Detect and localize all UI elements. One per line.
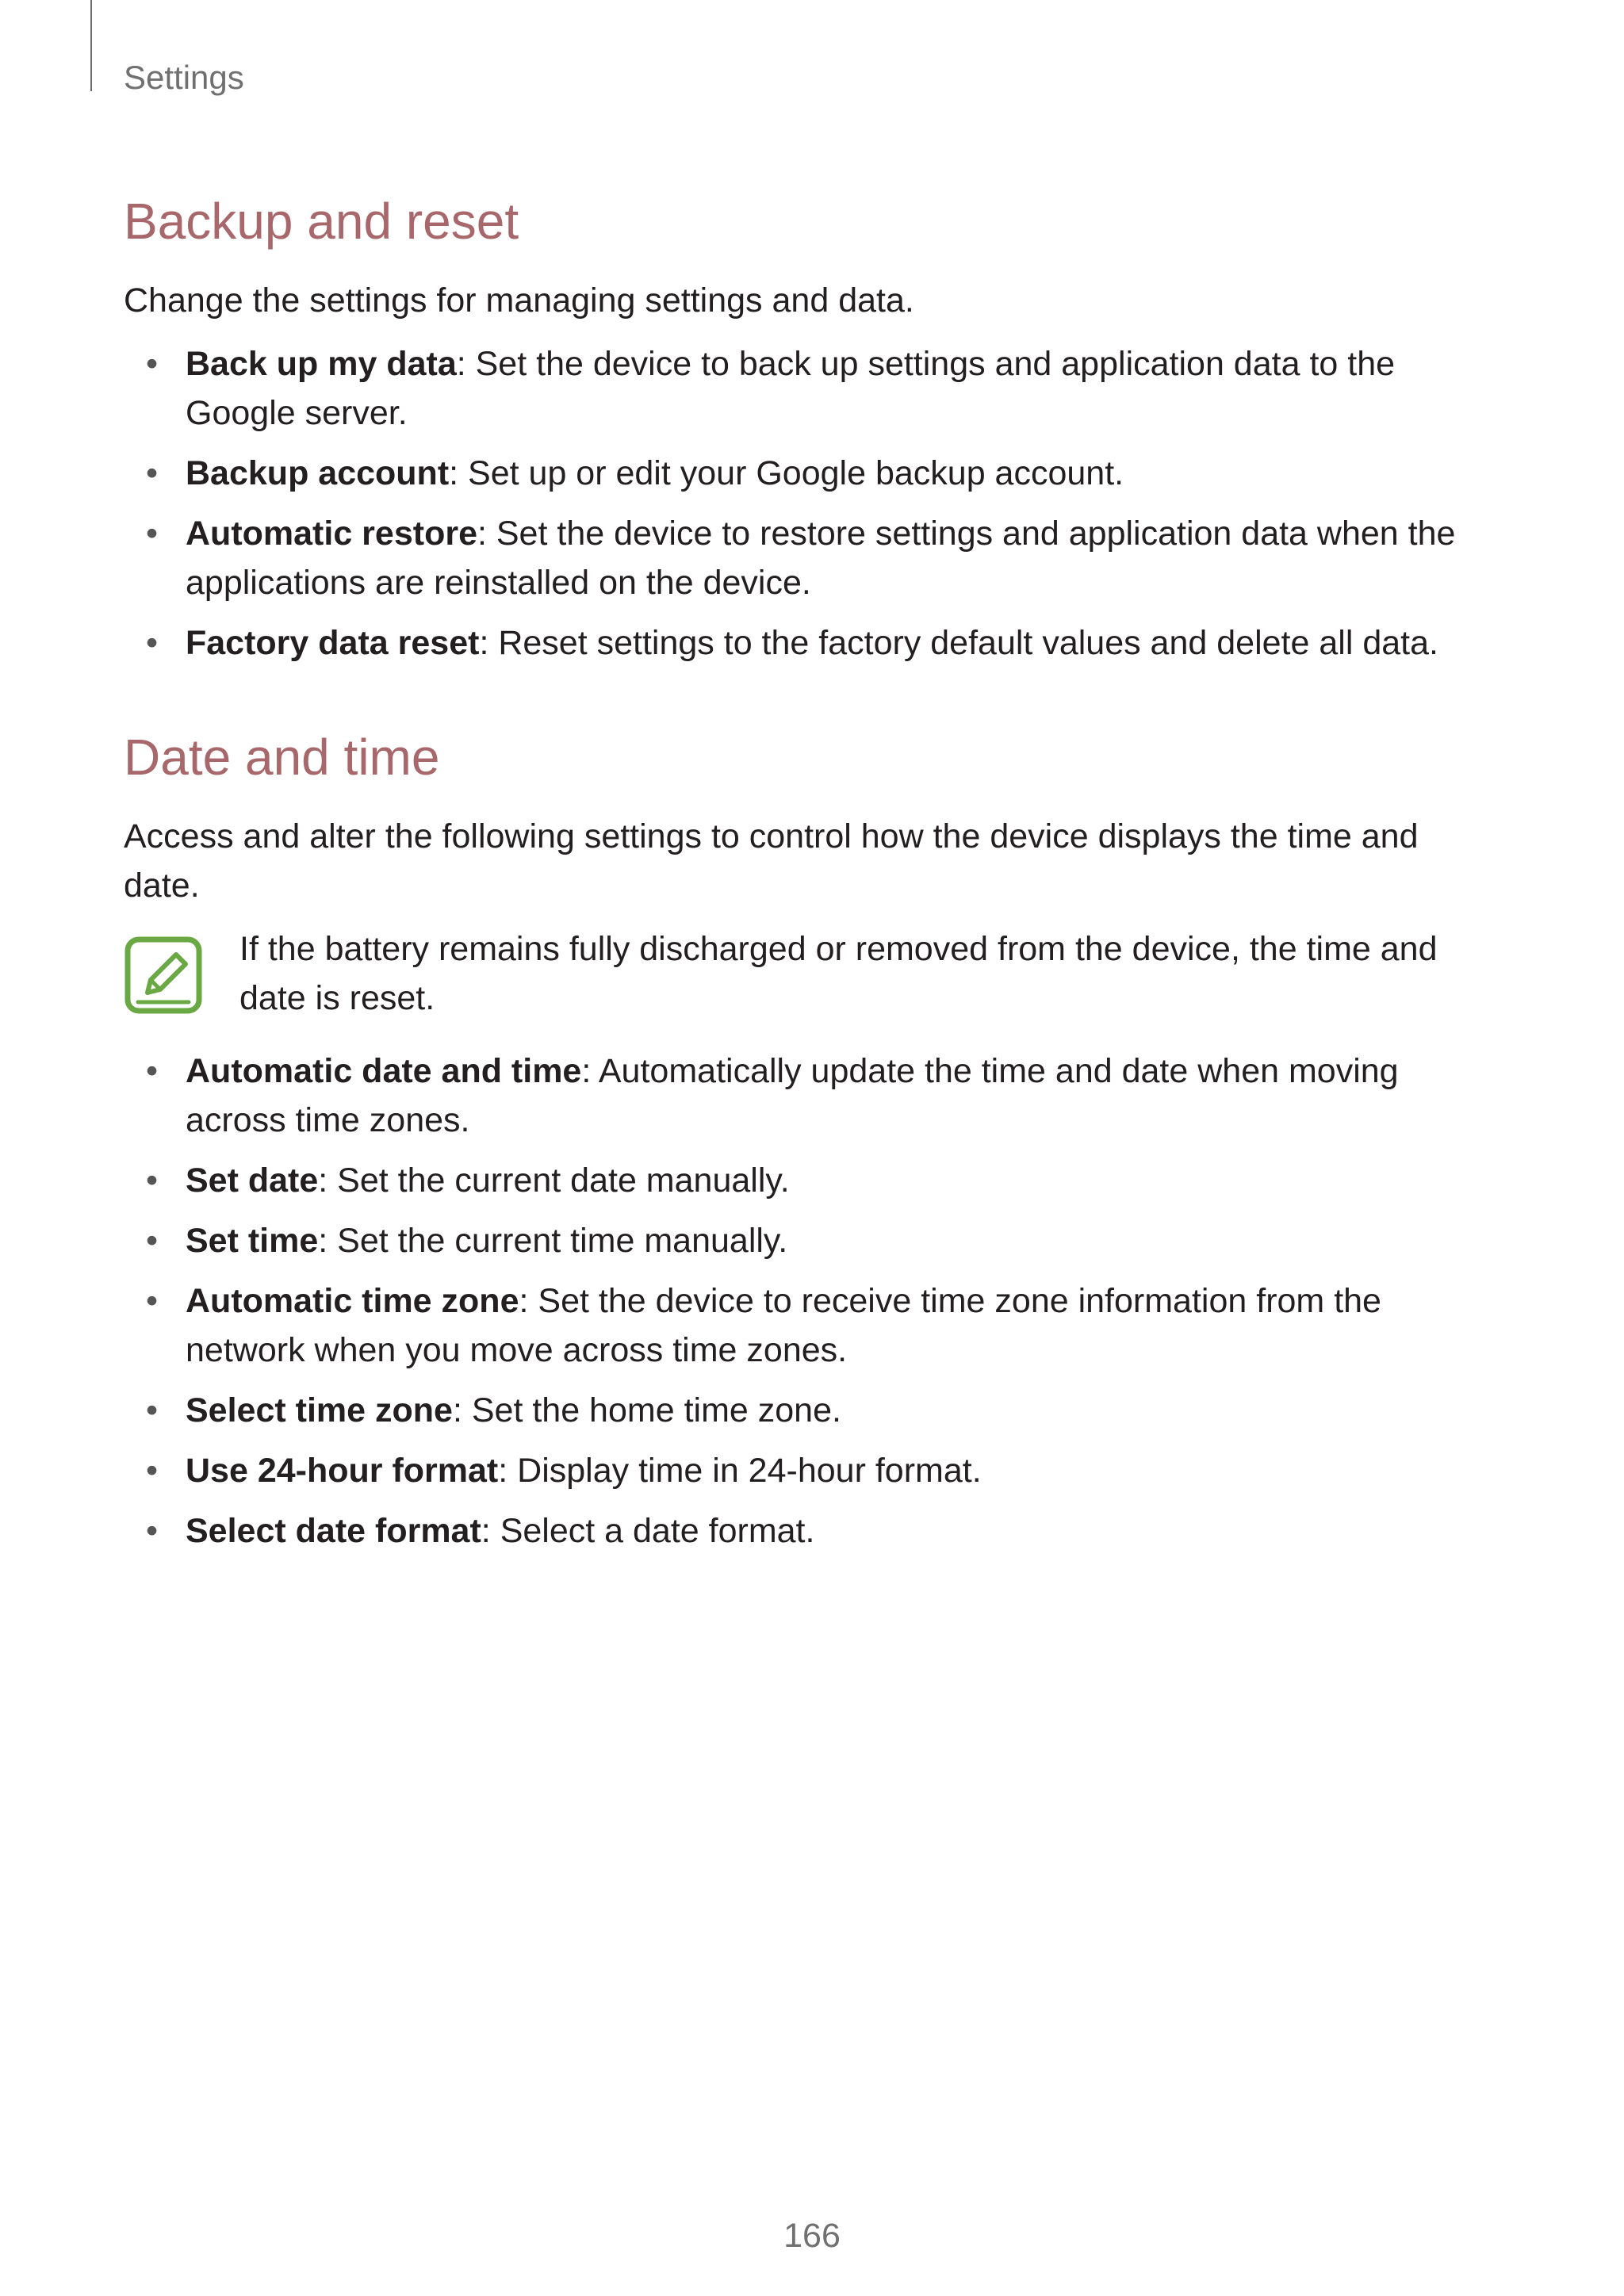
item-description: : Set the device to receive time zone information from the network when you move across time zones.	[186, 1282, 1381, 1369]
list-item	[124, 618, 1503, 668]
bullet-icon: •	[146, 1391, 159, 1429]
header-rule	[90, 0, 92, 91]
item-description: : Set up or edit your Google backup account.	[449, 454, 1124, 492]
section-title: Backup and reset	[124, 193, 519, 250]
bullet-icon: •	[146, 1052, 159, 1090]
running-header: Settings	[124, 59, 244, 96]
item-term: Automatic restore	[186, 515, 477, 553]
note-text: If the battery remains fully discharged or removed from the device, the time and date is reset.	[239, 930, 1438, 1017]
item-term: Factory data reset	[186, 624, 480, 662]
item-description: : Set the device to restore settings and application data when the applications are reinstalled on the device.	[186, 515, 1456, 602]
list-item	[124, 1047, 1503, 1145]
bullet-icon: •	[146, 1452, 159, 1490]
bullet-icon: •	[146, 624, 159, 662]
item-term: Back up my data	[186, 345, 457, 383]
bullet-icon: •	[146, 515, 159, 553]
bullet-icon: •	[146, 1161, 159, 1200]
list-item	[124, 1446, 1503, 1495]
item-term: Automatic time zone	[186, 1282, 519, 1320]
bullet-icon: •	[146, 454, 159, 492]
item-term: Automatic date and time	[186, 1052, 582, 1090]
list-item	[124, 1506, 1503, 1556]
settings-list	[124, 339, 1503, 668]
page-number: 166	[783, 2217, 841, 2255]
item-description: : Set the current time manually.	[318, 1222, 788, 1260]
section-backup-and-reset	[124, 187, 1503, 668]
section-date-and-time	[124, 723, 1503, 1556]
list-item	[124, 1216, 1503, 1265]
item-description: : Display time in 24-hour format.	[498, 1452, 982, 1490]
section-spacer	[124, 679, 1503, 723]
item-description: : Set the device to back up settings and application data to the Google server.	[186, 345, 1396, 432]
list-item	[124, 1276, 1503, 1375]
list-item	[124, 449, 1503, 498]
section-intro: Access and alter the following settings to control how the device displays the time and date.	[124, 817, 1419, 905]
settings-list	[124, 1047, 1503, 1556]
item-term: Use 24-hour format	[186, 1452, 499, 1490]
item-term: Select time zone	[186, 1391, 453, 1429]
bullet-icon: •	[146, 1222, 159, 1260]
bullet-icon: •	[146, 1282, 159, 1320]
section-title: Date and time	[124, 729, 440, 786]
item-term: Select date format	[186, 1512, 481, 1550]
bullet-icon: •	[146, 345, 159, 383]
item-description: : Automatically update the time and date when moving across time zones.	[186, 1052, 1399, 1139]
item-description: : Set the current date manually.	[318, 1161, 790, 1200]
item-description: : Select a date format.	[481, 1512, 815, 1550]
list-item	[124, 509, 1503, 607]
item-term: Set time	[186, 1222, 319, 1260]
section-intro: Change the settings for managing settings and data.	[124, 281, 914, 320]
note-pencil-icon	[124, 936, 203, 1015]
list-item	[124, 339, 1503, 438]
item-description: : Reset settings to the factory default values and delete all data.	[479, 624, 1438, 662]
note-box	[124, 924, 1503, 1023]
page-content	[124, 187, 1503, 1567]
item-term: Backup account	[186, 454, 450, 492]
item-description: : Set the home time zone.	[452, 1391, 841, 1429]
item-term: Set date	[186, 1161, 319, 1200]
bullet-icon: •	[146, 1512, 159, 1550]
list-item	[124, 1156, 1503, 1205]
list-item	[124, 1386, 1503, 1435]
